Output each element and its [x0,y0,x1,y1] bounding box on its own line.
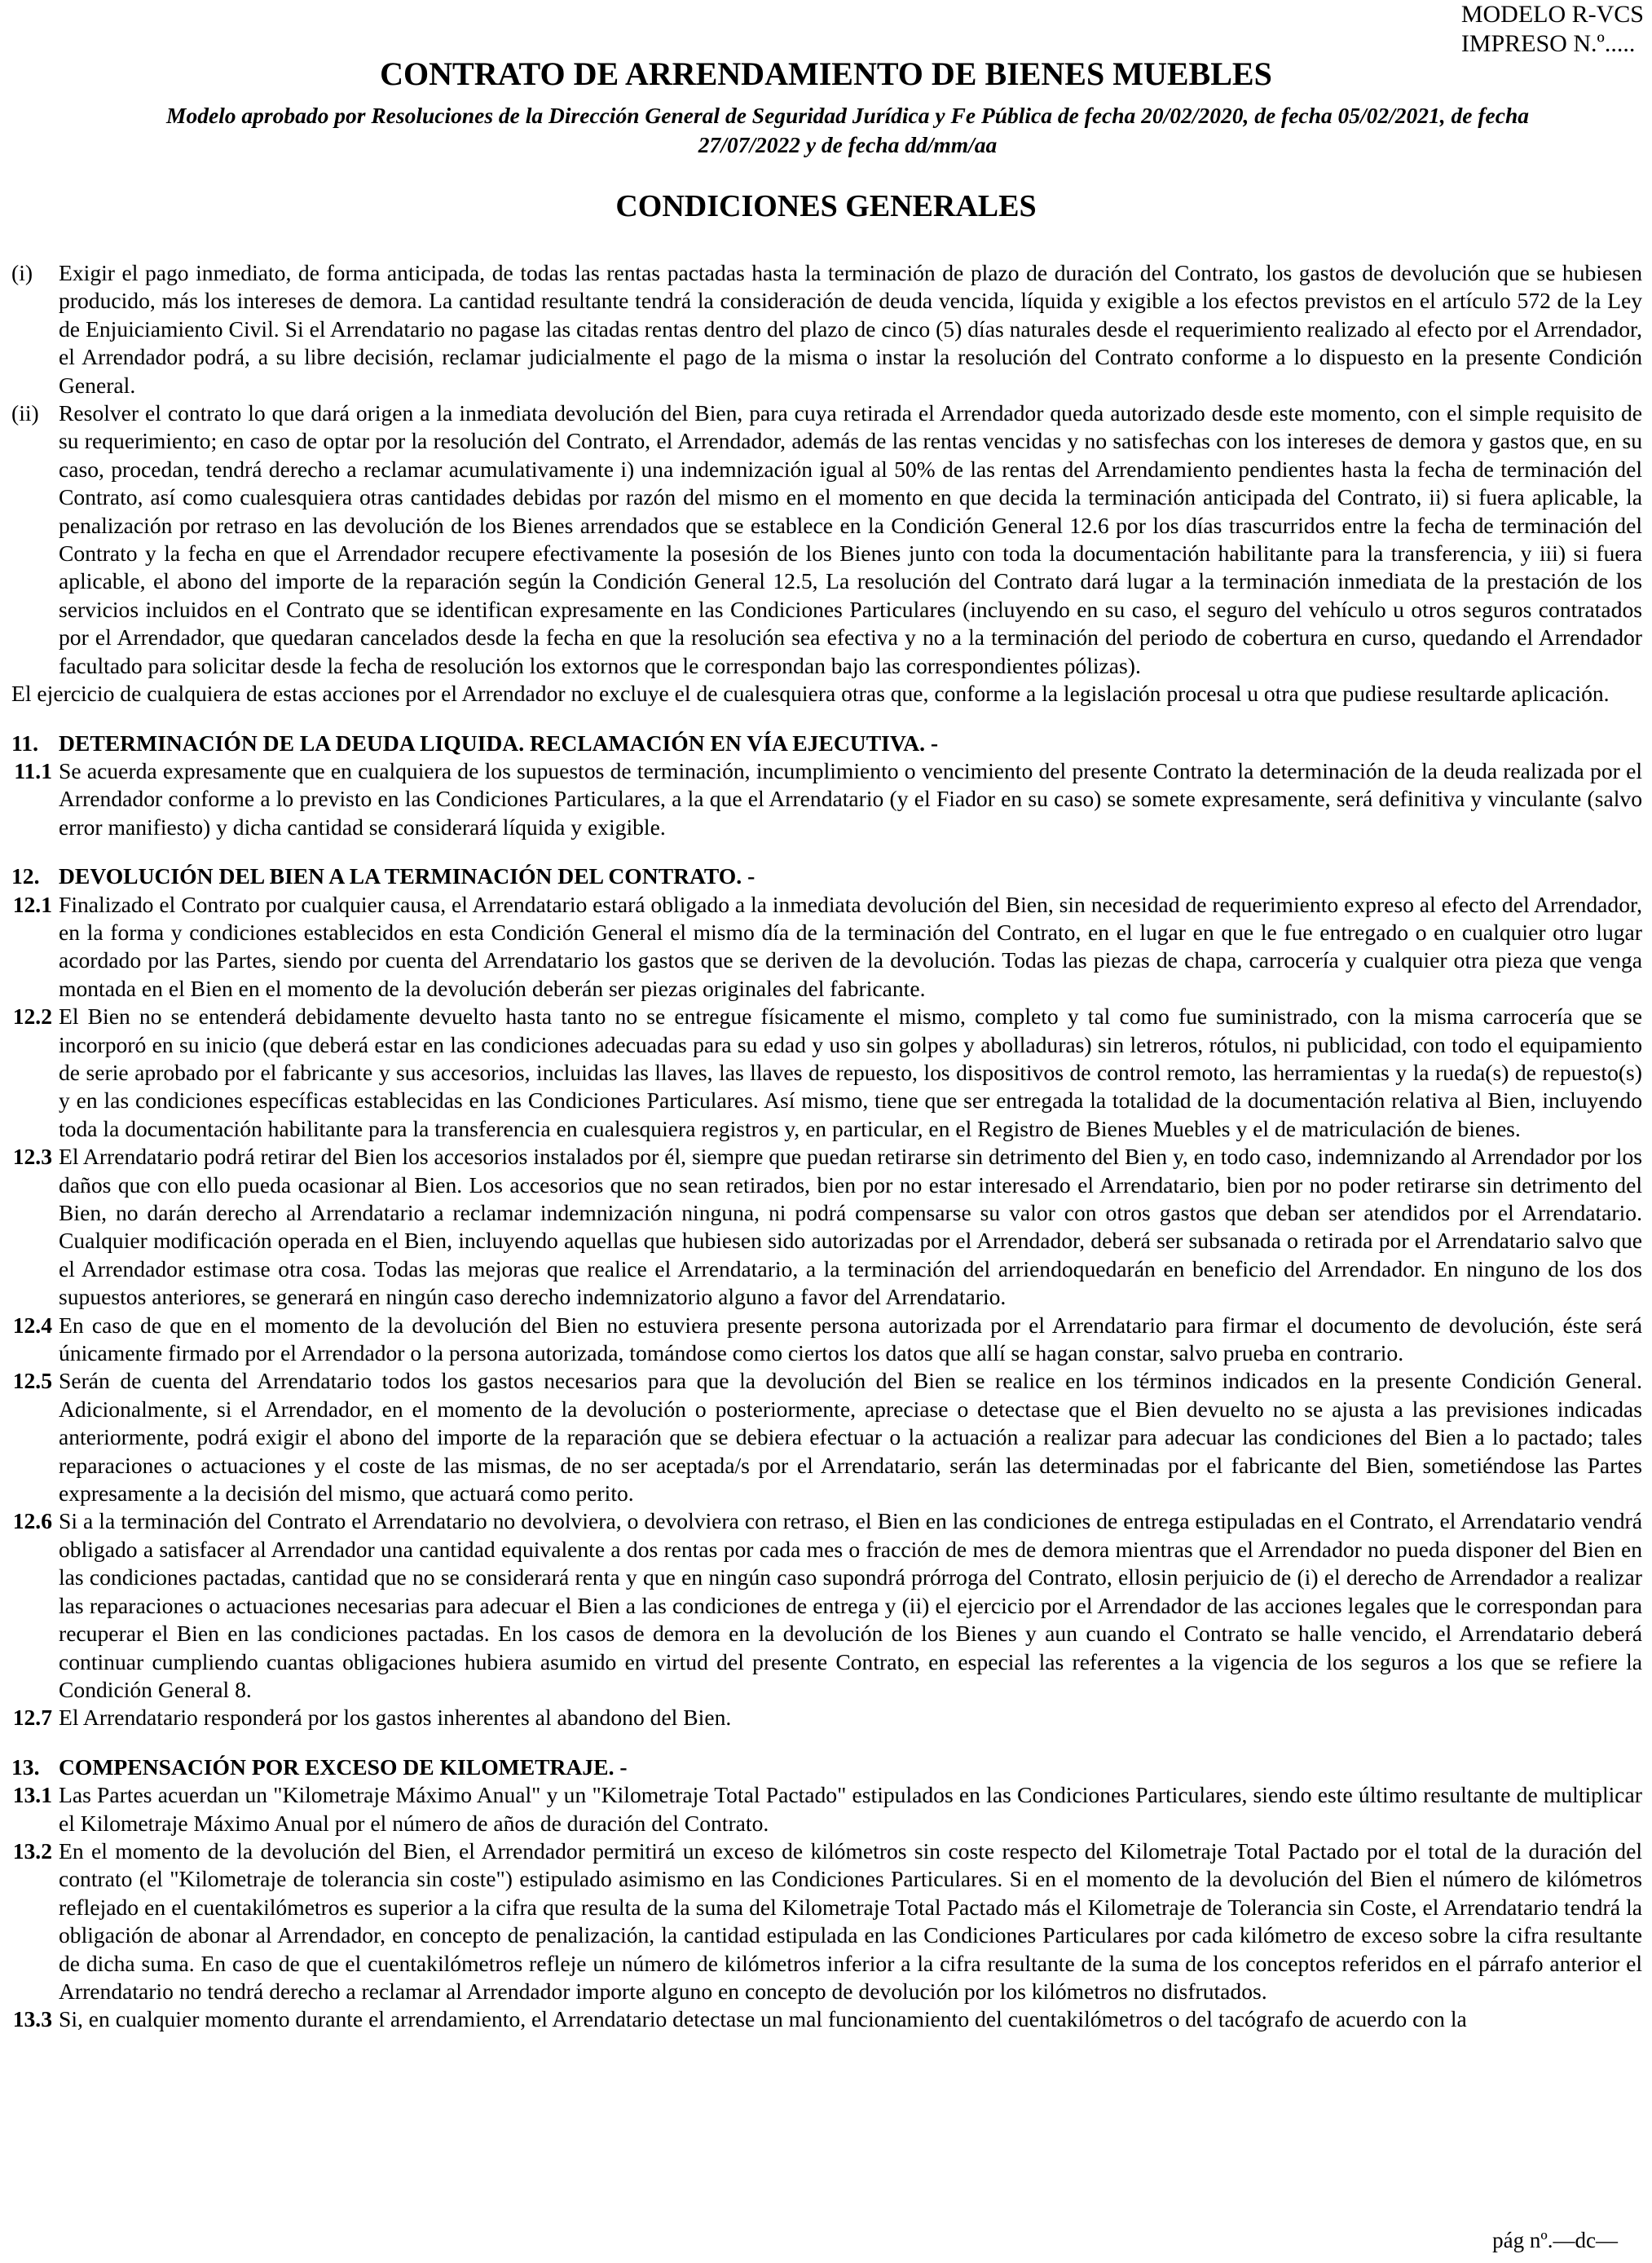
clause-number: 11.1 [14,757,52,783]
roman-label: (i) [11,260,33,285]
clause-text: Se acuerda expresamente que en cualquiera de los supuestos de terminación, incumplimiento o vencimiento del presente Contrato la determinación de la deuda realizada por el Arrendador conforme a lo previsto en las Condiciones Particulares, a la que el Arrendatario (y el Fiador en su caso) se somete expresamente, será definitiva y vinculante (salvo error manifiesto) y dicha cantidad se considerará líquida y exigible. [59,757,1642,840]
contract-title: CONTRATO DE ARRENDAMIENTO DE BIENES MUEBLES [380,55,1272,92]
roman-text: Exigir el pago inmediato, de forma anticipada, de todas las rentas pactadas hasta la terminación de plazo de duración del Contrato, los gastos de devolución que se hubiesen producido, más los intereses de demora. La cantidad resultante tendrá la consideración de deuda vencida, líquida y exigible a los efectos previstos en el artículo 572 de la Ley de Enjuiciamiento Civil. Si el Arrendatario no pagase las citadas rentas dentro del plazo de cinco (5) días naturales desde el requerimiento realizado al efecto por el Arrendador, el Arrendador podrá, a su libre decisión, reclamar judicialmente el pago de la misma o instar la resolución del Contrato conforme a lo dispuesto en la presente Condición General. [59,260,1642,398]
clause-text: El Bien no se entenderá debidamente devuelto hasta tanto no se entregue físicamente el mismo, completo y tal como fue suministrado, con la misma carrocería que se incorporó en su inicio (que deberá estar en las condiciones adecuadas para su edad y uso sin golpes y abolladuras) sin letreros, rótulos, ni publicidad, con todo el equipamiento de serie aprobado por el fabricante y sus accesorios, incluidas las llaves, las llaves de repuesto, los dispositivos de control remoto, las herramientas y la rueda(s) de repuesto(s) y en las condiciones específicas establecidas en las Condiciones Particulares. Así mismo, tiene que ser entregada la totalidad de la documentación relativa al Bien, incluyendo toda la documentación habilitante para la transferencia en cualesquiera registros y, en particular, en el Registro de Bienes Muebles y el de matriculación de bienes. [59,1004,1642,1141]
clause [11,1003,1642,1143]
section-title: CONDICIONES GENERALES [615,189,1037,223]
section-heading-13 [11,1753,1642,1781]
roman-item [11,259,1642,399]
clause-number: 12.4 [12,1312,52,1338]
section-heading-text: DEVOLUCIÓN DEL BIEN A LA TERMINACIÓN DEL CONTRATO. - [59,863,756,889]
clause-number: 12.2 [12,1004,52,1030]
section-heading-text: DETERMINACIÓN DE LA DEUDA LIQUIDA. RECLAMACIÓN EN VÍA EJECUTIVA. - [59,730,939,756]
clause [11,1507,1642,1704]
clause [11,2005,1642,2033]
document-body [11,259,1642,2034]
clause-number: 12.7 [12,1705,52,1731]
model-reference [1461,0,1644,59]
closing-paragraph: El ejercicio de cualquiera de estas acciones por el Arrendador no excluye el de cualesquiera otras que, conforme a la legislación procesal u otra que pudiese resultarde aplicación. [11,681,1610,707]
clause [11,757,1642,841]
clause [11,1781,1642,1837]
clause-text: En caso de que en el momento de la devolución del Bien no estuviera presente persona autorizada por el Arrendatario para firmar el documento de devolución, éste será únicamente firmado por el Arrendador o la persona autorizada, tomándose como ciertos los datos que allí se hagan constar, salvo prueba en contrario. [59,1312,1642,1366]
clause-text: En el momento de la devolución del Bien, el Arrendador permitirá un exceso de kilómetros sin coste respecto del Kilometraje Total Pactado por el total de la duración del contrato (el "Kilometraje de tolerancia sin coste") estipulado asimismo en las Condiciones Particulares. Si en el momento de la devolución del Bien el número de kilómetros reflejado en el cuentakilómetros es superior a la cifra que resulta de la suma del Kilometraje Total Pactado más el Kilometraje de Tolerancia sin Coste, el Arrendatario tendrá la obligación de abonar al Arrendador, en concepto de penalización, la cantidad estipulada en las Condiciones Particulares por cada kilómetro de exceso sobre la cifra resultante de dicha suma. En caso de que el cuentakilómetros refleje un número de kilómetros inferior a la cifra resultante de la suma de los conceptos referidos en el párrafo anterior el Arrendatario no tendrá derecho a reclamar al Arrendador importe alguno en concepto de devolución por los kilómetros no disfrutados. [59,1837,1642,2004]
page-number: pág nº.—dc— [1492,2228,1618,2252]
clause [11,1704,1642,1731]
clause [11,1143,1642,1311]
clause-text: Finalizado el Contrato por cualquier causa, el Arrendatario estará obligado a la inmediata devolución del Bien, sin necesidad de requerimiento expreso al efecto del Arrendador, en la forma y condiciones establecidos en esta Condición General el mismo día de la terminación del Contrato, en el lugar en que le fue entregado o en cualquier otro lugar acordado por las Partes, siendo por cuenta del Arrendatario los gastos que se deriven de la devolución. Todas las piezas de chapa, carrocería y cualquier otra pieza que venga montada en el Bien en el momento de la devolución deberán ser piezas originales del fabricante. [59,891,1642,1001]
clause-text: Serán de cuenta del Arrendatario todos los gastos necesarios para que la devolución del Bien se realice en los términos indicados en la presente Condición General. Adicionalmente, si el Arrendador, en el momento de la devolución o posteriormente, apreciase o detectase que el Bien devuelto no se ajusta a las previsiones indicadas anteriormente, podrá exigir el abono del importe de la reparación que se debiera efectuar o la actuación a realizar para adecuar las condiciones del Bien a lo pactado; tales reparaciones o actuaciones y el coste de las mismas, de no ser aceptada/s por el Arrendatario, serán las determinadas por el fabricante del Bien, sometiéndose las Partes expresamente a la decisión del mismo, que actuará como perito. [59,1368,1642,1506]
section-heading-text: COMPENSACIÓN POR EXCESO DE KILOMETRAJE. - [59,1753,628,1780]
clause-text: El Arrendatario responderá por los gastos inherentes al abandono del Bien. [59,1705,732,1731]
clause-number: 12.5 [12,1368,52,1394]
clause [11,1837,1642,2005]
clause-text: El Arrendatario podrá retirar del Bien los accesorios instalados por él, siempre que puedan retirarse sin detrimento del Bien y, en todo caso, indemnizando al Arrendador por los daños que con ello pueda ocasionar al Bien. Los accesorios que no sean retirados, bien por no estar interesado el Arrendatario, bien por no poder retirarse sin detrimento del Bien, no darán derecho al Arrendatario a reclamar indemnización ninguna, ni podrá compensarse su valor con otros gastos que deban ser atendidos por el Arrendatario. Cualquier modificación operada en el Bien, incluyendo aquellas que hubiesen sido autorizadas por el Arrendador, deberá ser subsanada o retirada por el Arrendatario salvo que el Arrendador estimase otra cosa. Todas las mejoras que realice el Arrendatario, a la terminación del arriendoquedarán en beneficio del Arrendador. En ninguno de los dos supuestos anteriores, se generará en ningún caso derecho indemnizatorio alguno a favor del Arrendatario. [59,1144,1642,1310]
roman-item [11,399,1642,680]
clause [11,1367,1642,1507]
clause-number: 12.3 [12,1144,52,1170]
section-number: 12. [11,863,40,889]
clause-number: 12.6 [12,1508,52,1534]
clause [11,891,1642,1004]
clause-text: Si, en cualquier momento durante el arrendamiento, el Arrendatario detectase un mal funcionamiento del cuentakilómetros o del tacógrafo de acuerdo con la [59,2006,1467,2032]
print-number: IMPRESO N.º..... [1460,30,1636,57]
clause-number: 13.3 [12,2006,52,2032]
section-number: 13. [11,1753,40,1780]
model-code: MODELO R-VCS [1460,1,1644,28]
section-number: 11. [11,730,38,756]
clause-text: Las Partes acuerdan un "Kilometraje Máximo Anual" y un "Kilometraje Total Pactado" estipulados en las Condiciones Particulares, siendo este último resultante de multiplicar el Kilometraje Máximo Anual por el número de años de duración del Contrato. [59,1782,1642,1836]
roman-text: Resolver el contrato lo que dará origen a la inmediata devolución del Bien, para cuya retirada el Arrendador queda autorizado desde este momento, con el simple requisito de su requerimiento; en caso de optar por la resolución del Contrato, el Arrendador, además de las rentas vencidas y no satisfechas con los intereses de demora y gastos que, en su caso, procedan, tendrá derecho a reclamar acumulativamente i) una indemnización igual al 50% de las rentas del Arrendamiento pendientes hasta la fecha de terminación del Contrato, así como cualesquiera otras cantidades debidas por razón del mismo en el momento en que decida la terminación anticipada del Contrato, ii) si fuera aplicable, la penalización por retraso en las devolución de los Bienes arrendados que se establece en la Condición General 12.6 por los días trascurridos entre la fecha de terminación del Contrato y la fecha en que el Arrendador recupere efectivamente la posesión de los Bienes junto con toda la documentación habilitante para la transferencia, y iii) si fuera aplicable, el abono del importe de la reparación según la Condición General 12.5, La resolución del Contrato dará lugar a la terminación inmediata de la prestación de los servicios incluidos en el Contrato que se identifican expresamente en las Condiciones Particulares (incluyendo en su caso, el seguro del vehículo u otros seguros contratados por el Arrendador, que quedaran cancelados desde la fecha en que la resolución sea efectiva y no a la terminación del periodo de cobertura en curso, quedando el Arrendador facultado para solicitar desde la fecha de resolución los extornos que le correspondan bajo las correspondientes pólizas). [59,400,1642,678]
contract-subtitle: Modelo aprobado por Resoluciones de la Dirección General de Seguridad Jurídica y Fe Pública de fecha 20/02/2020, de fecha 05/02/2021, de fecha 27/07/2022 y de fecha dd/mm/aa [166,103,1529,157]
clause-number: 13.2 [12,1837,52,1864]
section-heading-12 [11,862,1642,890]
clause-number: 12.1 [12,891,52,917]
clause-number: 13.1 [12,1782,52,1808]
section-heading-11 [11,730,1642,757]
clause-text: Si a la terminación del Contrato el Arrendatario no devolviera, o devolviera con retraso, el Bien en las condiciones de entrega estipuladas en el Contrato, el Arrendatario vendrá obligado a satisfacer al Arrendador una cantidad equivalente a dos rentas por cada mes o fracción de mes de demora mientras que el Arrendador no pueda disponer del Bien en las condiciones pactadas, cantidad que no se considerará renta y que en ningún caso supondrá prórroga del Contrato, ellosin perjuicio de (i) el derecho de Arrendador a realizar las reparaciones o actuaciones necesarias para adecuar el Bien a las condiciones de entrega y (ii) el ejercicio por el Arrendador de las acciones legales que le correspondan para recuperar el Bien en las condiciones pactadas. En los casos de demora en la devolución de los Bienes y aun cuando el Contrato se halle vencido, el Arrendatario deberá continuar cumpliendo cuantas obligaciones hubiera asumido en virtud del presente Contrato, en especial las referentes a la vigencia de los seguros a los que se refiere la Condición General 8. [59,1508,1642,1702]
clause [11,1312,1642,1368]
roman-label: (ii) [11,400,39,426]
